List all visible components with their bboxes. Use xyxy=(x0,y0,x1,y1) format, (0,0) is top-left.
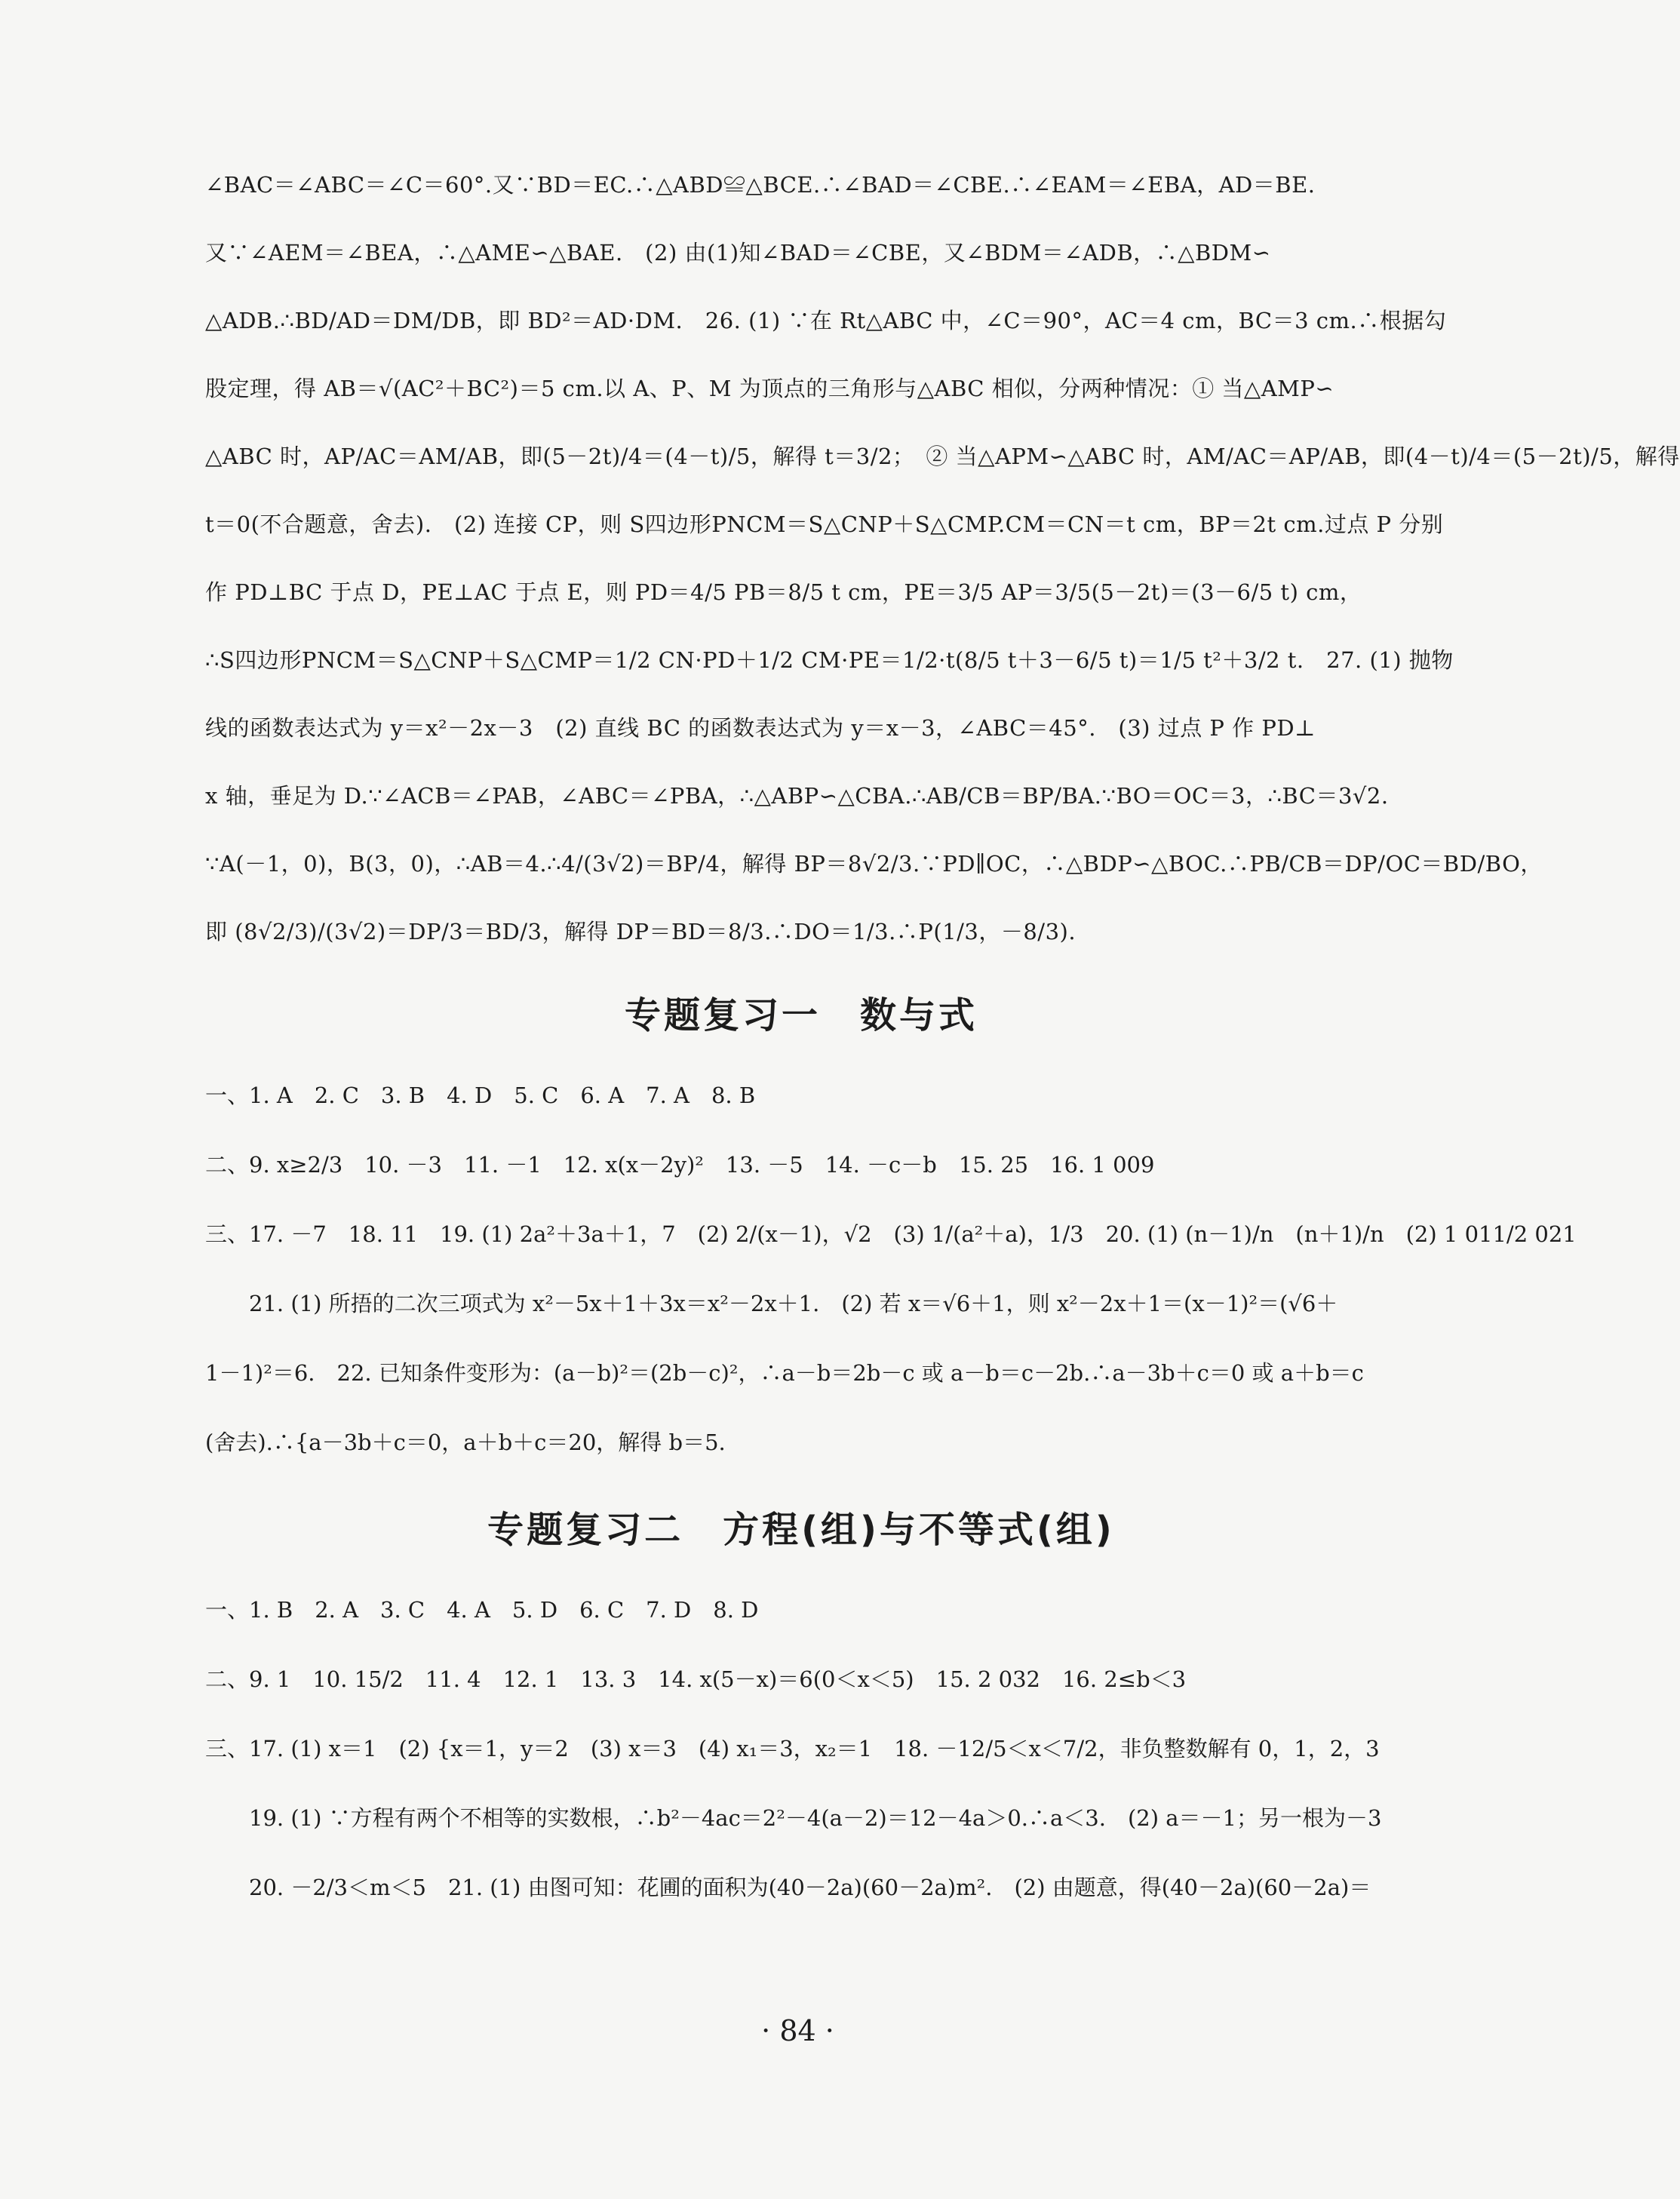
solution-line: ∠BAC＝∠ABC＝∠C＝60°.又∵BD＝EC.∴△ABD≌△BCE.∴∠BAD＝∠CBE.∴∠EAM＝∠EBA，AD＝BE. xyxy=(205,172,1316,198)
solution-line: 线的函数表达式为 y＝x²－2x－3 (2) 直线 BC 的函数表达式为 y＝x－3，∠ABC＝45°. (3) 过点 P 作 PD⊥ xyxy=(205,715,1316,741)
answer-line: 21. (1) 所捂的二次三项式为 x²－5x＋1＋3x＝x²－2x＋1. (2) 若 x＝√6＋1，则 x²－2x＋1＝(x－1)²＝(√6＋ xyxy=(205,1291,1338,1316)
solution-line: 又∵∠AEM＝∠BEA，∴△AME∽△BAE. (2) 由(1)知∠BAD＝∠CBE，又∠BDM＝∠ADB，∴△BDM∽ xyxy=(205,240,1271,266)
page-content xyxy=(205,151,1680,1922)
page-number: · 84 · xyxy=(761,2014,834,2047)
answer-line: 一、1. A 2. C 3. B 4. D 5. C 6. A 7. A 8. B xyxy=(205,1083,756,1108)
solution-line: ∵A(－1，0)，B(3，0)，∴AB＝4.∴4/(3√2)＝BP/4，解得 BP＝8√2/3.∵PD∥OC，∴△BDP∽△BOC.∴PB/CB＝DP/OC＝BD/BO， xyxy=(205,851,1543,877)
solution-line: 作 PD⊥BC 于点 D，PE⊥AC 于点 E，则 PD＝4/5 PB＝8/5 t cm，PE＝3/5 AP＝3/5(5－2t)＝(3－6/5 t) cm， xyxy=(205,579,1362,605)
solution-line: △ADB.∴BD/AD＝DM/DB，即 BD²＝AD·DM. 26. (1) ∵在 Rt△ABC 中，∠C＝90°，AC＝4 cm，BC＝3 cm.∴根据勾 xyxy=(205,308,1447,333)
answer-line: 20. －2/3＜m＜5 21. (1) 由图可知：花圃的面积为(40－2a)(60－2a)m². (2) 由题意，得(40－2a)(60－2a)＝ xyxy=(205,1875,1371,1900)
answer-line: 一、1. B 2. A 3. C 4. A 5. D 6. C 7. D 8. D xyxy=(205,1597,759,1623)
solution-line: t＝0(不合题意，舍去). (2) 连接 CP，则 S四边形PNCM＝S△CNP＋S△CMP.CM＝CN＝t cm，BP＝2t cm.过点 P 分别 xyxy=(205,511,1444,537)
solution-line: △ABC 时，AP/AC＝AM/AB，即(5－2t)/4＝(4－t)/5，解得 t＝3/2； ② 当△APM∽△ABC 时，AM/AC＝AP/AB，即(4－t)/4＝(5－2t)/5，解得 xyxy=(205,444,1680,469)
section-title-1: 专题复习一 数与式 xyxy=(624,994,978,1037)
solution-line: 股定理，得 AB＝√(AC²＋BC²)＝5 cm.以 A、P、M 为顶点的三角形与△ABC 相似，分两种情况：① 当△AMP∽ xyxy=(205,376,1334,401)
answer-line: (舍去).∴{a－3b＋c＝0，a＋b＋c＝20，解得 b＝5. xyxy=(205,1430,726,1455)
answer-line: 二、9. 1 10. 15/2 11. 4 12. 1 13. 3 14. x(5－x)＝6(0＜x＜5) 15. 2 032 16. 2≤b＜3 xyxy=(205,1666,1187,1692)
answer-line: 三、17. －7 18. 11 19. (1) 2a²＋3a＋1，7 (2) 2/(x－1)，√2 (3) 1/(a²＋a)，1/3 20. (1) (n－1)/n (n＋1)/n (2) 1 011/2 021 xyxy=(205,1221,1577,1247)
prev-solution-block xyxy=(205,151,1680,966)
answer-line: 1－1)²＝6. 22. 已知条件变形为：(a－b)²＝(2b－c)²，∴a－b＝2b－c 或 a－b＝c－2b.∴a－3b＋c＝0 或 a＋b＝c xyxy=(205,1360,1364,1386)
answer-line: 二、9. x≥2/3 10. －3 11. －1 12. x(x－2y)² 13. －5 14. －c－b 15. 25 16. 1 009 xyxy=(205,1152,1155,1178)
answer-line: 19. (1) ∵方程有两个不相等的实数根，∴b²－4ac＝2²－4(a－2)＝12－4a＞0.∴a＜3. (2) a＝－1；另一根为－3 xyxy=(205,1805,1382,1831)
solution-line: x 轴，垂足为 D.∵∠ACB＝∠PAB，∠ABC＝∠PBA，∴△ABP∽△CBA.∴AB/CB＝BP/BA.∵BO＝OC＝3，∴BC＝3√2. xyxy=(205,783,1389,809)
section2-answers xyxy=(205,1575,1397,1922)
answer-line: 三、17. (1) x＝1 (2) {x＝1，y＝2 (3) x＝3 (4) x₁＝3，x₂＝1 18. －12/5＜x＜7/2，非负整数解有 0，1，2，3 xyxy=(205,1736,1380,1761)
solution-line: 即 (8√2/3)/(3√2)＝DP/3＝BD/3，解得 DP＝BD＝8/3.∴DO＝1/3.∴P(1/3，－8/3). xyxy=(205,919,1076,944)
section1-answers xyxy=(205,1061,1577,1477)
solution-line: ∴S四边形PNCM＝S△CNP＋S△CMP＝1/2 CN·PD＋1/2 CM·PE＝1/2·t(8/5 t＋3－6/5 t)＝1/5 t²＋3/2 t. 27. (1) 抛物 xyxy=(205,647,1454,673)
section-title-2: 专题复习二 方程(组)与不等式(组) xyxy=(487,1509,1115,1551)
